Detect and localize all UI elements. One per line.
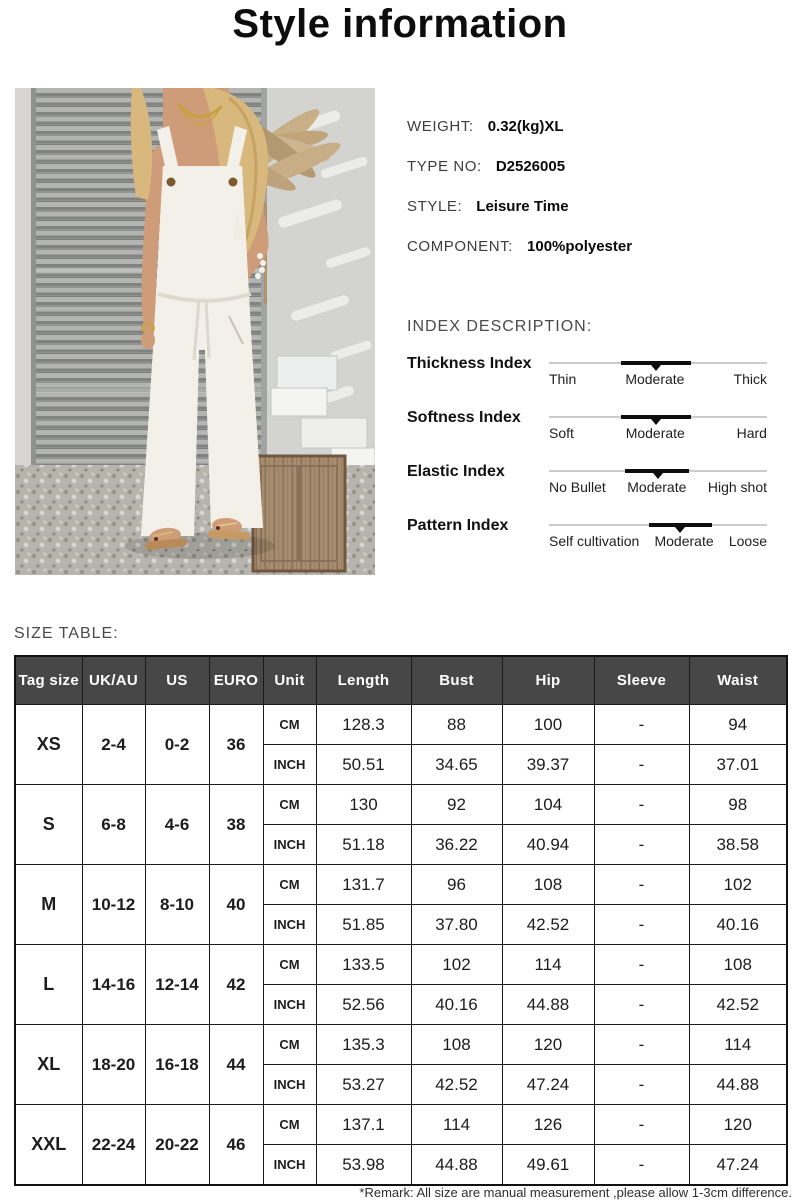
table-row [15, 1105, 787, 1145]
measure-cell: - [594, 745, 689, 785]
measure-cell: 53.98 [316, 1145, 411, 1186]
size-cell: 12-14 [145, 945, 209, 1025]
index-option: Moderate [654, 533, 714, 549]
unit-cell: CM [263, 705, 316, 745]
table-row [15, 945, 787, 985]
size-cell: S [15, 785, 82, 865]
index-option: High shot [707, 479, 767, 495]
index-option: Loose [728, 533, 767, 549]
measure-cell: 114 [689, 1025, 787, 1065]
wooden-crate [253, 456, 345, 571]
index-marker-icon [651, 365, 661, 371]
size-cell: 22-24 [82, 1105, 145, 1186]
measure-cell: 120 [689, 1105, 787, 1145]
measure-cell: 114 [502, 945, 594, 985]
size-cell: 10-12 [82, 865, 145, 945]
product-photo [15, 88, 375, 575]
column-header: EURO [209, 656, 263, 705]
measure-cell: - [594, 1105, 689, 1145]
measure-cell: 51.18 [316, 825, 411, 865]
index-option: Hard [736, 425, 767, 441]
column-header: Sleeve [594, 656, 689, 705]
detail-label: TYPE NO: [407, 158, 482, 175]
index-track [549, 416, 767, 418]
column-header: Tag size [15, 656, 82, 705]
size-cell: XXL [15, 1105, 82, 1186]
measure-cell: 100 [502, 705, 594, 745]
column-header: Length [316, 656, 411, 705]
unit-cell: CM [263, 785, 316, 825]
detail-row [407, 118, 792, 135]
size-cell: 18-20 [82, 1025, 145, 1105]
index-marker-icon [651, 419, 661, 425]
size-cell: XS [15, 705, 82, 785]
measure-cell: - [594, 785, 689, 825]
measure-cell: 52.56 [316, 985, 411, 1025]
size-cell: M [15, 865, 82, 945]
measure-cell: 49.61 [502, 1145, 594, 1186]
index-track [549, 524, 767, 526]
measure-cell: 108 [689, 945, 787, 985]
detail-value: D2526005 [495, 158, 566, 175]
size-table-header-row [15, 656, 787, 705]
index-track [549, 470, 767, 472]
size-cell: 8-10 [145, 865, 209, 945]
index-option: Moderate [625, 371, 685, 387]
measure-cell: 92 [411, 785, 502, 825]
index-row [407, 460, 792, 502]
table-row [15, 1025, 787, 1065]
unit-cell: INCH [263, 745, 316, 785]
measure-cell: 135.3 [316, 1025, 411, 1065]
measure-cell: 37.80 [411, 905, 502, 945]
measure-cell: 44.88 [502, 985, 594, 1025]
measure-cell: - [594, 1025, 689, 1065]
measure-cell: 102 [689, 865, 787, 905]
measure-cell: 120 [502, 1025, 594, 1065]
index-label: Pattern Index [407, 517, 509, 534]
size-cell: 16-18 [145, 1025, 209, 1105]
detail-value: 100%polyester [527, 238, 633, 255]
detail-row [407, 158, 792, 175]
size-table [14, 655, 788, 1186]
measure-cell: 130 [316, 785, 411, 825]
column-header: UK/AU [82, 656, 145, 705]
measure-cell: 38.58 [689, 825, 787, 865]
index-option: Thin [549, 371, 577, 387]
measure-cell: 88 [411, 705, 502, 745]
unit-cell: CM [263, 1025, 316, 1065]
index-label: Elastic Index [407, 463, 505, 480]
measure-cell: 51.85 [316, 905, 411, 945]
measure-cell: 44.88 [411, 1145, 502, 1186]
size-table-heading: SIZE TABLE: [14, 625, 119, 642]
index-description-heading: INDEX DESCRIPTION: [407, 318, 593, 335]
size-cell: 36 [209, 705, 263, 785]
measure-cell: - [594, 985, 689, 1025]
measure-cell: 128.3 [316, 705, 411, 745]
index-row [407, 352, 792, 394]
table-row [15, 865, 787, 905]
table-row [15, 705, 787, 745]
unit-cell: CM [263, 945, 316, 985]
index-scale-labels [549, 371, 767, 387]
measure-cell: 98 [689, 785, 787, 825]
size-cell: L [15, 945, 82, 1025]
unit-cell: INCH [263, 905, 316, 945]
measure-cell: 40.16 [411, 985, 502, 1025]
measure-cell: 36.22 [411, 825, 502, 865]
index-scale [549, 460, 767, 495]
detail-row [407, 198, 792, 215]
index-row [407, 406, 792, 448]
size-cell: 20-22 [145, 1105, 209, 1186]
measure-cell: 131.7 [316, 865, 411, 905]
remark-note: *Remark: All size are manual measurement ,please allow 1-3cm difference. [359, 1185, 792, 1200]
unit-cell: INCH [263, 1145, 316, 1186]
measure-cell: 39.37 [502, 745, 594, 785]
unit-cell: CM [263, 865, 316, 905]
index-option: Moderate [625, 425, 685, 441]
measure-cell: 53.27 [316, 1065, 411, 1105]
measure-cell: 44.88 [689, 1065, 787, 1105]
index-scale-labels [549, 479, 767, 495]
size-cell: 0-2 [145, 705, 209, 785]
measure-cell: - [594, 945, 689, 985]
measure-cell: 40.16 [689, 905, 787, 945]
measure-cell: - [594, 1065, 689, 1105]
column-header: Hip [502, 656, 594, 705]
column-header: Bust [411, 656, 502, 705]
measure-cell: 108 [411, 1025, 502, 1065]
index-option: Soft [549, 425, 574, 441]
measure-cell: 47.24 [502, 1065, 594, 1105]
size-cell: 42 [209, 945, 263, 1025]
measure-cell: 126 [502, 1105, 594, 1145]
detail-label: COMPONENT: [407, 238, 514, 255]
size-cell: 44 [209, 1025, 263, 1105]
measure-cell: 114 [411, 1105, 502, 1145]
product-photo-art [15, 88, 375, 575]
size-cell: 6-8 [82, 785, 145, 865]
index-scale [549, 352, 767, 387]
measure-cell: - [594, 1145, 689, 1186]
index-list [407, 352, 792, 568]
measure-cell: 96 [411, 865, 502, 905]
index-marker-icon [653, 473, 663, 479]
detail-label: WEIGHT: [407, 118, 474, 135]
detail-row [407, 238, 792, 255]
product-details [407, 118, 792, 278]
measure-cell: 133.5 [316, 945, 411, 985]
measure-cell: 108 [502, 865, 594, 905]
measure-cell: 42.52 [502, 905, 594, 945]
index-option: No Bullet [549, 479, 606, 495]
index-scale [549, 406, 767, 441]
measure-cell: 40.94 [502, 825, 594, 865]
size-cell: 38 [209, 785, 263, 865]
measure-cell: - [594, 705, 689, 745]
index-option: Thick [733, 371, 767, 387]
index-track [549, 362, 767, 364]
table-row [15, 785, 787, 825]
measure-cell: - [594, 865, 689, 905]
unit-cell: INCH [263, 985, 316, 1025]
size-cell: 40 [209, 865, 263, 945]
size-cell: XL [15, 1025, 82, 1105]
index-scale-labels [549, 533, 767, 549]
measure-cell: 47.24 [689, 1145, 787, 1186]
size-table-body [15, 705, 787, 1186]
unit-cell: INCH [263, 825, 316, 865]
measure-cell: - [594, 825, 689, 865]
column-header: Unit [263, 656, 316, 705]
detail-label: STYLE: [407, 198, 463, 215]
index-label: Thickness Index [407, 355, 532, 372]
measure-cell: 34.65 [411, 745, 502, 785]
measure-cell: 50.51 [316, 745, 411, 785]
index-scale-labels [549, 425, 767, 441]
index-option: Self cultivation [549, 533, 640, 549]
page-title: Style information [232, 2, 568, 46]
measure-cell: 102 [411, 945, 502, 985]
measure-cell: 137.1 [316, 1105, 411, 1145]
index-row [407, 514, 792, 556]
size-cell: 14-16 [82, 945, 145, 1025]
size-cell: 4-6 [145, 785, 209, 865]
measure-cell: 104 [502, 785, 594, 825]
unit-cell: CM [263, 1105, 316, 1145]
column-header: US [145, 656, 209, 705]
index-marker-icon [675, 527, 685, 533]
measure-cell: 94 [689, 705, 787, 745]
size-cell: 2-4 [82, 705, 145, 785]
measure-cell: 42.52 [411, 1065, 502, 1105]
measure-cell: 42.52 [689, 985, 787, 1025]
column-header: Waist [689, 656, 787, 705]
measure-cell: 37.01 [689, 745, 787, 785]
index-label: Softness Index [407, 409, 521, 426]
detail-value: Leisure Time [476, 198, 569, 215]
index-scale [549, 514, 767, 549]
detail-value: 0.32(kg)XL [487, 118, 564, 135]
size-cell: 46 [209, 1105, 263, 1186]
unit-cell: INCH [263, 1065, 316, 1105]
measure-cell: - [594, 905, 689, 945]
index-option: Moderate [627, 479, 687, 495]
